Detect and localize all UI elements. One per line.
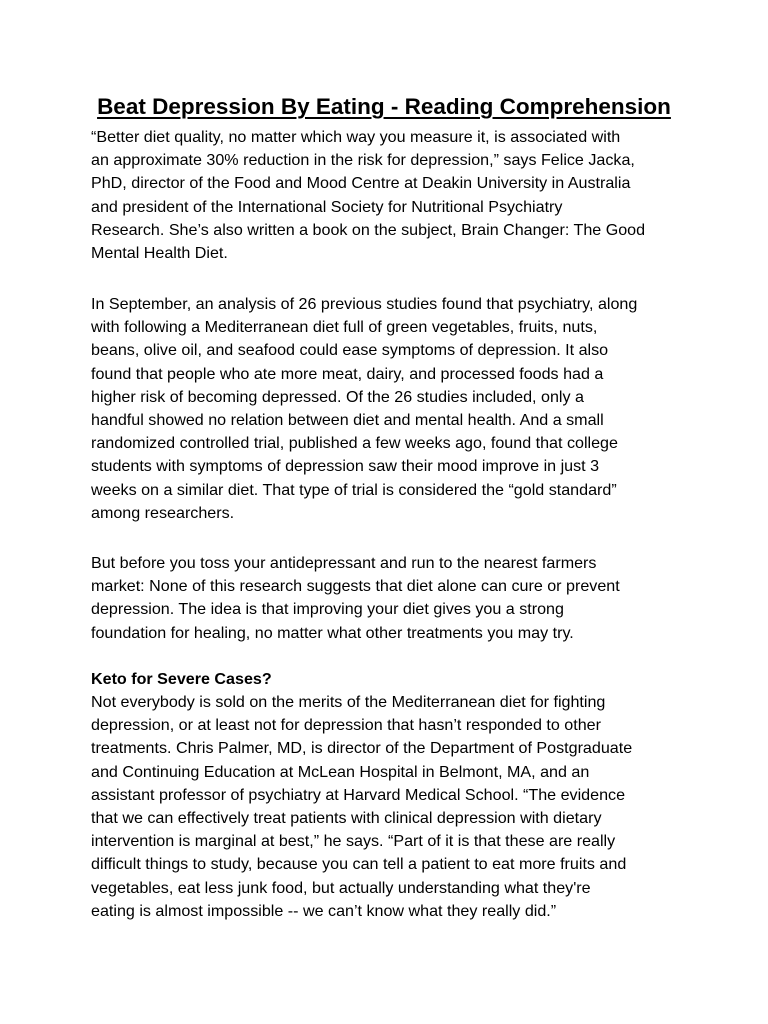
text-line: Not everybody is sold on the merits of the Mediterranean diet for fighting <box>91 693 606 711</box>
text-line: intervention is marginal at best,” he says. “Part of it is that these are really <box>91 832 616 851</box>
text-line: vegetables, eat less junk food, but actually understanding what they're <box>91 878 591 897</box>
paragraph-intro-quote <box>91 126 645 265</box>
text-line: among researchers. <box>91 503 235 522</box>
text-line: students with symptoms of depression saw their mood improve in just 3 <box>91 457 600 476</box>
text-line: weeks on a similar diet. That type of trial is considered the “gold standard” <box>91 480 617 499</box>
paragraph-study-analysis <box>91 293 637 525</box>
paragraph-caution <box>91 552 620 645</box>
paragraph-keto <box>91 691 632 923</box>
text-line: “Better diet quality, no matter which way you measure it, is associated with <box>91 128 621 146</box>
text-line: randomized controlled trial, published a few weeks ago, found that college <box>91 434 618 453</box>
text-line: In September, an analysis of 26 previous studies found that psychiatry, along <box>91 295 638 313</box>
section-heading-text: Keto for Severe Cases? <box>91 670 272 688</box>
text-line: with following a Mediterranean diet full of green vegetables, fruits, nuts, <box>91 318 598 337</box>
document-title: Beat Depression By Eating - Reading Comprehension <box>97 94 671 119</box>
text-line: depression. The idea is that improving your diet gives you a strong <box>91 600 564 619</box>
text-line: that we can effectively treat patients with clinical depression with dietary <box>91 809 602 828</box>
text-line: But before you toss your antidepressant and run to the nearest farmers <box>91 554 597 572</box>
text-line: found that people who ate more meat, dairy, and processed foods had a <box>91 364 604 383</box>
text-line: assistant professor of psychiatry at Harvard Medical School. “The evidence <box>91 785 626 804</box>
text-line: market: None of this research suggests that diet alone can cure or prevent <box>91 577 620 596</box>
section-heading <box>91 668 272 691</box>
text-line: foundation for healing, no matter what other treatments you may try. <box>91 623 574 642</box>
text-line: treatments. Chris Palmer, MD, is director of the Department of Postgraduate <box>91 739 633 758</box>
text-line: difficult things to study, because you can tell a patient to eat more fruits and <box>91 855 627 874</box>
text-line: higher risk of becoming depressed. Of the 26 studies included, only a <box>91 387 584 406</box>
text-line: Research. She’s also written a book on the subject, Brain Changer: The Good <box>91 220 646 239</box>
text-line: handful showed no relation between diet and mental health. And a small <box>91 411 604 430</box>
text-line: Mental Health Diet. <box>91 244 228 263</box>
text-line: and president of the International Society for Nutritional Psychiatry <box>91 197 563 216</box>
text-line: beans, olive oil, and seafood could ease symptoms of depression. It also <box>91 341 609 360</box>
text-line: PhD, director of the Food and Mood Centre at Deakin University in Australia <box>91 174 631 193</box>
text-line: eating is almost impossible -- we can’t know what they really did.” <box>91 901 557 920</box>
text-line: an approximate 30% reduction in the risk for depression,” says Felice Jacka, <box>91 151 635 170</box>
text-line: depression, or at least not for depression that hasn’t responded to other <box>91 716 601 735</box>
text-line: and Continuing Education at McLean Hospital in Belmont, MA, and an <box>91 762 590 781</box>
